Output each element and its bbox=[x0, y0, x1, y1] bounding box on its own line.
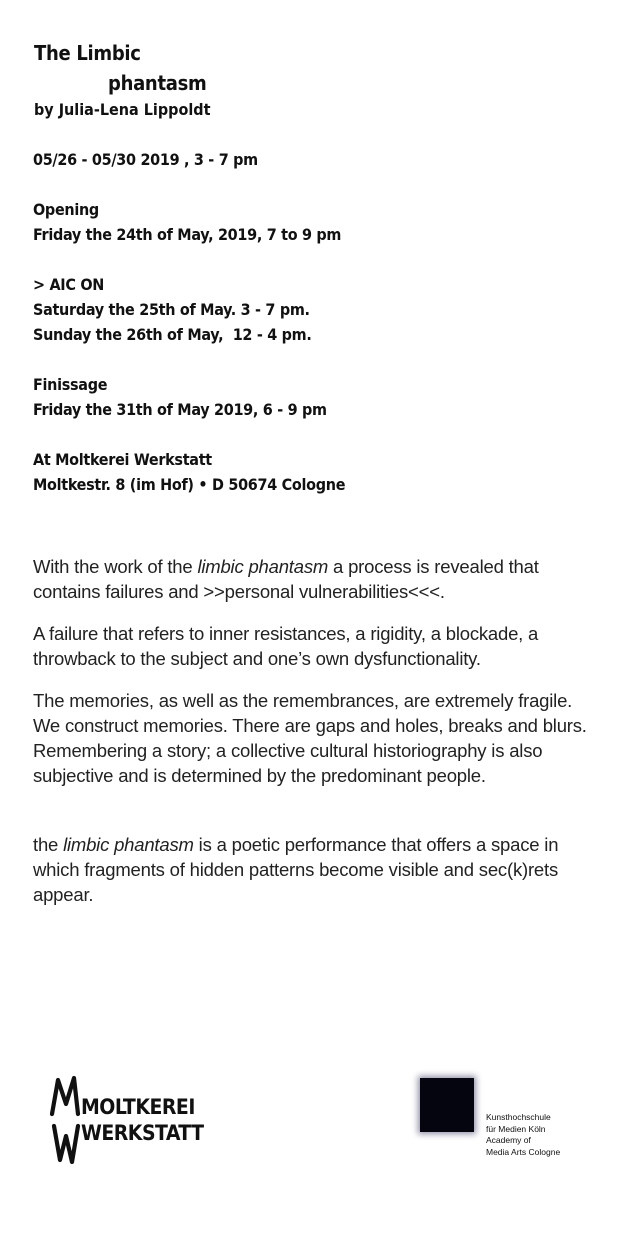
description-paragraph-4 bbox=[33, 832, 593, 907]
exhibition-dates: 05/26 - 05/30 2019 , 3 - 7 pm bbox=[33, 150, 258, 169]
khm-line: Academy of bbox=[486, 1135, 531, 1145]
description-paragraph-2 bbox=[33, 621, 593, 671]
venue-address: Moltkestr. 8 (im Hof) • D 50674 Cologne bbox=[33, 475, 346, 494]
desc-text: A failure that refers to inner resistances, a rigidity, a blockade, a throwback to the subject and one’s own dysfunctionality. bbox=[33, 623, 539, 669]
opening-heading: Opening bbox=[33, 200, 99, 219]
khm-line: für Medien Köln bbox=[486, 1123, 546, 1134]
description-paragraph-3 bbox=[33, 688, 593, 788]
khm-line: Kunsthochschule bbox=[486, 1112, 551, 1122]
description-paragraph-1 bbox=[33, 554, 593, 604]
desc-emphasis: limbic phantasm bbox=[63, 834, 194, 855]
title-line-1: The Limbic bbox=[34, 41, 141, 65]
khm-logo-square bbox=[420, 1078, 474, 1132]
author-line: by Julia-Lena Lippoldt bbox=[34, 100, 211, 119]
khm-line: Media Arts Cologne bbox=[486, 1146, 561, 1157]
venue-name: At Moltkerei Werkstatt bbox=[33, 450, 212, 469]
desc-emphasis: limbic phantasm bbox=[197, 556, 329, 577]
desc-text: is a poetic performance that offers a space in which fragments of hidden patterns become visible and sec(k)rets appear. bbox=[33, 834, 559, 905]
finissage-time: Friday the 31th of May 2019, 6 - 9 pm bbox=[33, 400, 327, 419]
desc-text: The memories, as well as the remembrances, are extremely fragile. We construct memories. There are gaps and holes, breaks and blurs. Remembering a story; a collective cultural historiography is also subjective and is determined by the predominant people. bbox=[33, 690, 587, 786]
desc-text: the bbox=[33, 834, 64, 855]
aic-saturday: Saturday the 25th of May. 3 - 7 pm. bbox=[33, 300, 310, 319]
desc-text: With the work of the bbox=[33, 556, 198, 577]
opening-time: Friday the 24th of May, 2019, 7 to 9 pm bbox=[33, 225, 342, 244]
moltkerei-text: MOLTKEREI bbox=[81, 1095, 195, 1119]
title-line-2: phantasm bbox=[108, 71, 207, 95]
moltkerei-werkstatt-logo bbox=[48, 1074, 208, 1166]
desc-text: a process is revealed that contains failures and >>personal vulnerabilities<<<. bbox=[33, 556, 539, 602]
aic-heading: > AIC ON bbox=[33, 275, 105, 294]
aic-sunday: Sunday the 26th of May, 12 - 4 pm. bbox=[33, 325, 312, 344]
finissage-heading: Finissage bbox=[33, 375, 108, 394]
werkstatt-text: WERKSTATT bbox=[81, 1121, 204, 1145]
khm-logo-text bbox=[486, 1112, 560, 1158]
